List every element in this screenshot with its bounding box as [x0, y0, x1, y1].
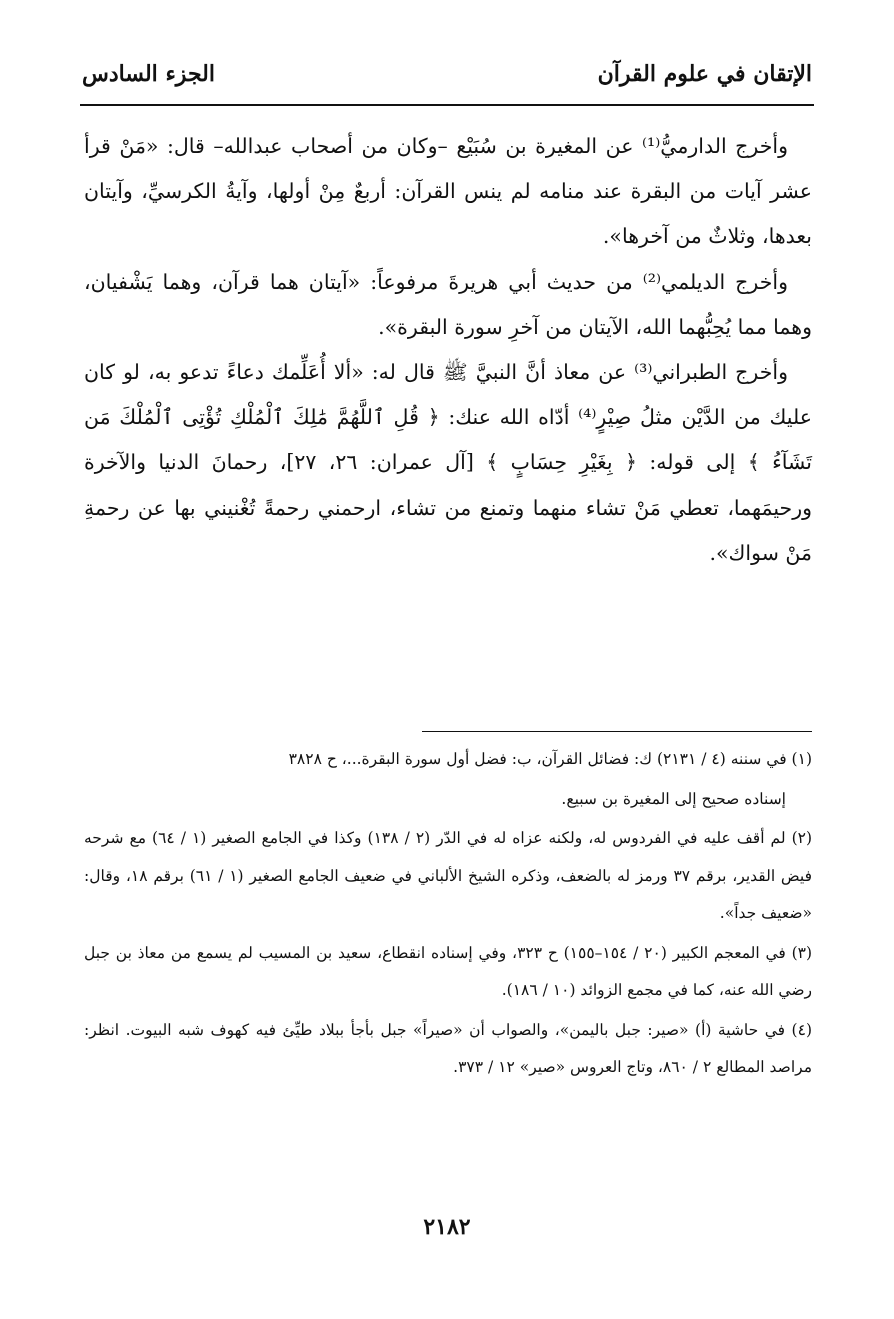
footnote-3: (٣) في المعجم الكبير (٢٠ / ١٥٤–١٥٥) ح ٣٢٣، وفي إسناده انقطاع، سعيد بن المسيب لم يسمع من معاذ بن جبل رضي الله عنه، كما في مجمع الزوائد (١٠ / ١٨٦).	[84, 943, 813, 999]
part-title: الجزء السادس	[82, 61, 215, 87]
footnote-1: (١) في سننه (٤ / ٢١٣١) ك: فضائل القرآن، ب: فضل أول سورة البقرة...، ح ٣٨٢٨	[288, 750, 812, 768]
quran-verse-start: ﴿ قُلِ ٱللَّهُمَّ مَٰلِكَ ٱلْمُلْكِ تُؤْتِى ٱلْمُلْكَ مَن تَشَآءُ ﴾	[84, 405, 812, 475]
quran-verse-end: ﴿ بِغَيْرِ حِسَابٍ ﴾	[486, 450, 637, 475]
book-title: الإتقان في علوم القرآن	[597, 61, 812, 87]
paragraph-tabarani	[84, 350, 812, 576]
footnote-2: (٢) لم أقف عليه في الفردوس له، ولكنه عزاه له في الدّر (٢ / ١٣٨) وكذا في الجامع الصغير (١ / ٦٤) مع شرحه فيض القدير، برقم ٣٧ ورمز له بالضعف، وذكره الشيخ الألباني في ضعيف الجامع الصغير (١ / ٦١) برقم ١٨، وقال: «ضعيف جداً».	[84, 829, 813, 922]
paragraph-daylami: وأخرج الديلمي⁽²⁾ من حديث أبي هريرةَ مرفوعاً: «آيتان هما قرآن، وهما يَشْفيان، وهما مما يُحِبُّهما الله، الآيتان من آخرِ سورة البقرة».	[84, 269, 812, 339]
verse-connector: إلى قوله:	[636, 450, 748, 475]
footnote-1-continuation: إسناده صحيح إلى المغيرة بن سبيع.	[561, 789, 786, 808]
page-number: ٢١٨٢	[423, 1214, 471, 1240]
footnote-divider	[422, 731, 812, 732]
paragraph-darimi: وأخرج الدارميُّ⁽¹⁾ عن المغيرة بن سُبَيْع –وكان من أصحاب عبدالله– قال: «مَنْ قرأ عشر آيات من البقرة عند منامه لم ينس القرآن: أربعٌ مِنْ أولها، وآيةُ الكرسيِّ، وآيتان بعدها، وثلاثٌ من آخرها».	[84, 134, 812, 249]
footnotes	[84, 741, 812, 1089]
header-divider	[80, 104, 814, 106]
footnote-4: (٤) في حاشية (أ) «صير: جبل باليمن»، والصواب أن «صيراً» جبل بأجأ ببلاد طيِّئ فيه كهوف شبه البيوت. انظر: مراصد المطالع ٢ / ٨٦٠، وتاج العروس «صير» ١٢ / ٣٧٣.	[84, 1020, 812, 1076]
paragraph-tabarani-rest: [آل عمران: ٢٦، ٢٧]، رحمانَ الدنيا والآخرة ورحيمَهما، تعطي مَنْ تشاء منهما وتمنع من تشاء، ارحمني رحمةً تُغْنيني بها عن رحمةِ مَنْ سواك».	[84, 450, 812, 565]
paragraph-tabarani-intro: وأخرج الطبراني⁽³⁾ عن معاذ أنَّ النبيَّ ﷺ قال له: «ألا أُعَلِّمك دعاءً تدعو به، لو كان عليك من الدَّيْن مثلُ صِيْرٍ⁽⁴⁾ أدّاه الله عنك:	[84, 360, 812, 430]
main-text	[84, 124, 812, 576]
running-header	[82, 50, 812, 98]
